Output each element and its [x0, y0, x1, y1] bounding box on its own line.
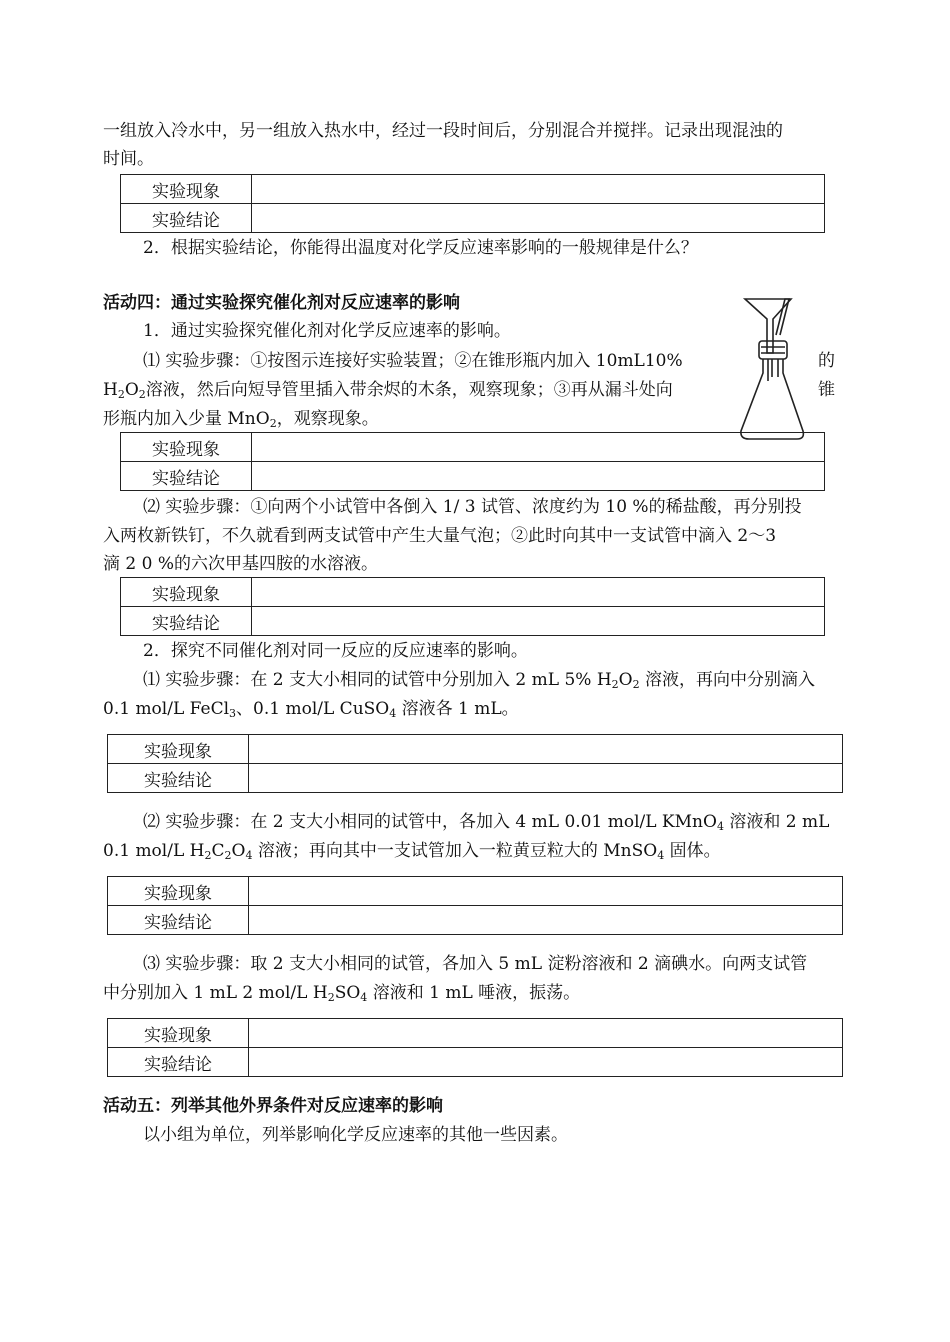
conclusion-cell[interactable]	[252, 607, 825, 636]
phenomenon-label: 实验现象	[121, 578, 252, 607]
act4-step1-line2-end: 锥	[818, 380, 835, 400]
conclusion-cell[interactable]	[249, 764, 843, 793]
act4-step1-line1-end: 的	[818, 351, 835, 371]
conclusion-cell[interactable]	[252, 462, 825, 491]
act4-part1-line2: 0.1 mol/L FeCl$_3$、0.1 mol/L CuSO$_4$ 溶液各 1 mL。	[103, 699, 519, 720]
act3-question2: 2．根据实验结论，你能得出温度对化学反应速率影响的一般规律是什么？	[143, 238, 698, 258]
conclusion-cell[interactable]	[249, 906, 843, 935]
record-table-2	[120, 432, 825, 491]
record-table-4	[107, 734, 843, 793]
conclusion-label: 实验结论	[121, 204, 252, 233]
act4-step1-line1: ⑴ 实验步骤：①按图示连接好实验装置；②在锥形瓶内加入 10mL10%	[143, 351, 683, 371]
record-table-5	[107, 876, 843, 935]
conclusion-cell[interactable]	[249, 1048, 843, 1077]
conclusion-label: 实验结论	[108, 1048, 249, 1077]
phenomenon-cell[interactable]	[252, 433, 825, 462]
conclusion-label: 实验结论	[108, 764, 249, 793]
act3-line2: 时间。	[103, 149, 154, 169]
phenomenon-cell[interactable]	[252, 175, 825, 204]
act4-part2-line2: 0.1 mol/L $H_2C_2O_4$ 溶液；再向其中一支试管加入一粒黄豆粒大的 MnSO$_4$ 固体。	[103, 841, 721, 862]
phenomenon-label: 实验现象	[108, 877, 249, 906]
act4-title: 活动四：通过实验探究催化剂对反应速率的影响	[103, 293, 460, 313]
conclusion-label: 实验结论	[121, 607, 252, 636]
act4-step1-line3: 形瓶内加入少量 MnO$_2$，观察现象。	[103, 409, 379, 430]
record-table-1	[120, 174, 825, 233]
act3-line1: 一组放入冷水中，另一组放入热水中，经过一段时间后，分别混合并搅拌。记录出现混浊的	[103, 121, 783, 141]
act4-part3-line2: 中分别加入 1 mL 2 mol/L $H_2SO_4$ 溶液和 1 mL 唾液，振荡。	[103, 983, 581, 1004]
act4-step2-line3: 滴 2 0 %的六次甲基四胺的水溶液。	[103, 554, 378, 574]
phenomenon-label: 实验现象	[121, 175, 252, 204]
phenomenon-cell[interactable]	[249, 877, 843, 906]
record-table-3	[120, 577, 825, 636]
act4-step2-line1: ⑵ 实验步骤：①向两个小试管中各倒入 1/ 3 试管、浓度约为 10 %的稀盐酸，再分别投	[143, 497, 802, 517]
act4-part2-line1: ⑵ 实验步骤：在 2 支大小相同的试管中，各加入 4 mL 0.01 mol/L KMnO$_4$ 溶液和 2 mL	[143, 812, 830, 833]
phenomenon-cell[interactable]	[252, 578, 825, 607]
phenomenon-label: 实验现象	[121, 433, 252, 462]
conclusion-label: 实验结论	[121, 462, 252, 491]
phenomenon-cell[interactable]	[249, 1019, 843, 1048]
conclusion-label: 实验结论	[108, 906, 249, 935]
phenomenon-cell[interactable]	[249, 735, 843, 764]
act4-item1: 1．通过实验探究催化剂对化学反应速率的影响。	[143, 321, 511, 341]
record-table-6	[107, 1018, 843, 1077]
act4-part3-line1: ⑶ 实验步骤：取 2 支大小相同的试管，各加入 5 mL 淀粉溶液和 2 滴碘水。向两支试管	[143, 954, 808, 974]
phenomenon-label: 实验现象	[108, 735, 249, 764]
act5-text: 以小组为单位，列举影响化学反应速率的其他一些因素。	[143, 1125, 568, 1145]
erlenmeyer-flask-icon	[735, 293, 807, 443]
conclusion-cell[interactable]	[252, 204, 825, 233]
phenomenon-label: 实验现象	[108, 1019, 249, 1048]
act4-item2: 2．探究不同催化剂对同一反应的反应速率的影响。	[143, 641, 528, 661]
act4-step2-line2: 入两枚新铁钉，不久就看到两支试管中产生大量气泡；②此时向其中一支试管中滴入 2～3	[103, 526, 777, 546]
act4-step1-line2: $H_2O_2$溶液，然后向短导管里插入带余烬的木条，观察现象；③再从漏斗处向	[103, 380, 673, 401]
act5-title: 活动五：列举其他外界条件对反应速率的影响	[103, 1096, 443, 1116]
act4-part1-line1: ⑴ 实验步骤：在 2 支大小相同的试管中分别加入 2 mL 5% $H_2O_2$ 溶液，再向中分别滴入	[143, 670, 816, 691]
